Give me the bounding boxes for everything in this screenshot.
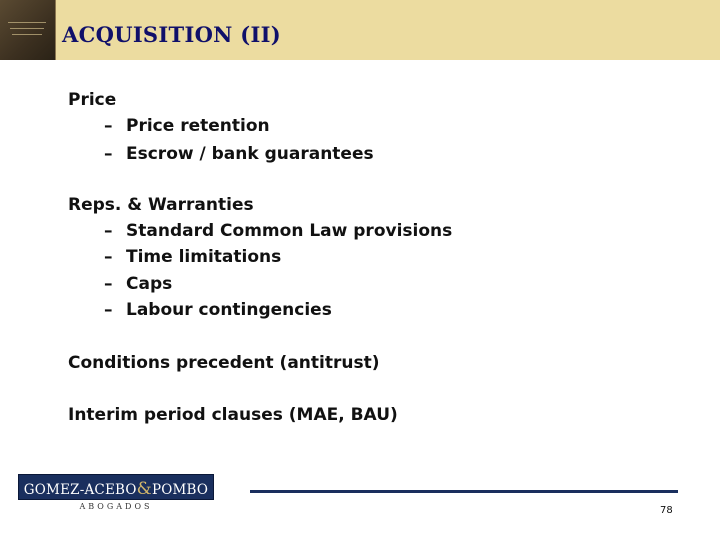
dash-bullet: –	[104, 300, 113, 320]
list-item: – Time limitations	[104, 247, 282, 267]
dash-bullet: –	[104, 116, 113, 136]
section-heading-interim: Interim period clauses (MAE, BAU)	[68, 405, 398, 425]
dash-bullet: –	[104, 247, 113, 267]
section-heading-conditions: Conditions precedent (antitrust)	[68, 353, 380, 373]
dash-bullet: –	[104, 221, 113, 241]
list-item: – Price retention	[104, 116, 270, 136]
list-item: – Standard Common Law provisions	[104, 221, 453, 241]
page-number: 78	[660, 505, 673, 516]
firm-logo-subtitle: ABOGADOS	[79, 502, 153, 511]
section-heading-price: Price	[68, 90, 117, 110]
footer-divider	[250, 490, 678, 493]
firm-seal-logo	[0, 0, 56, 60]
slide-header	[0, 0, 720, 60]
list-item: – Escrow / bank guarantees	[104, 144, 374, 164]
list-item: – Labour contingencies	[104, 300, 332, 320]
section-heading-reps: Reps. & Warranties	[68, 195, 254, 215]
dash-bullet: –	[104, 274, 113, 294]
firm-logo: GOMEZ-ACEBO&POMBO	[18, 474, 214, 500]
list-item: – Caps	[104, 274, 173, 294]
dash-bullet: –	[104, 144, 113, 164]
slide-title: ACQUISITION (II)	[62, 22, 281, 47]
